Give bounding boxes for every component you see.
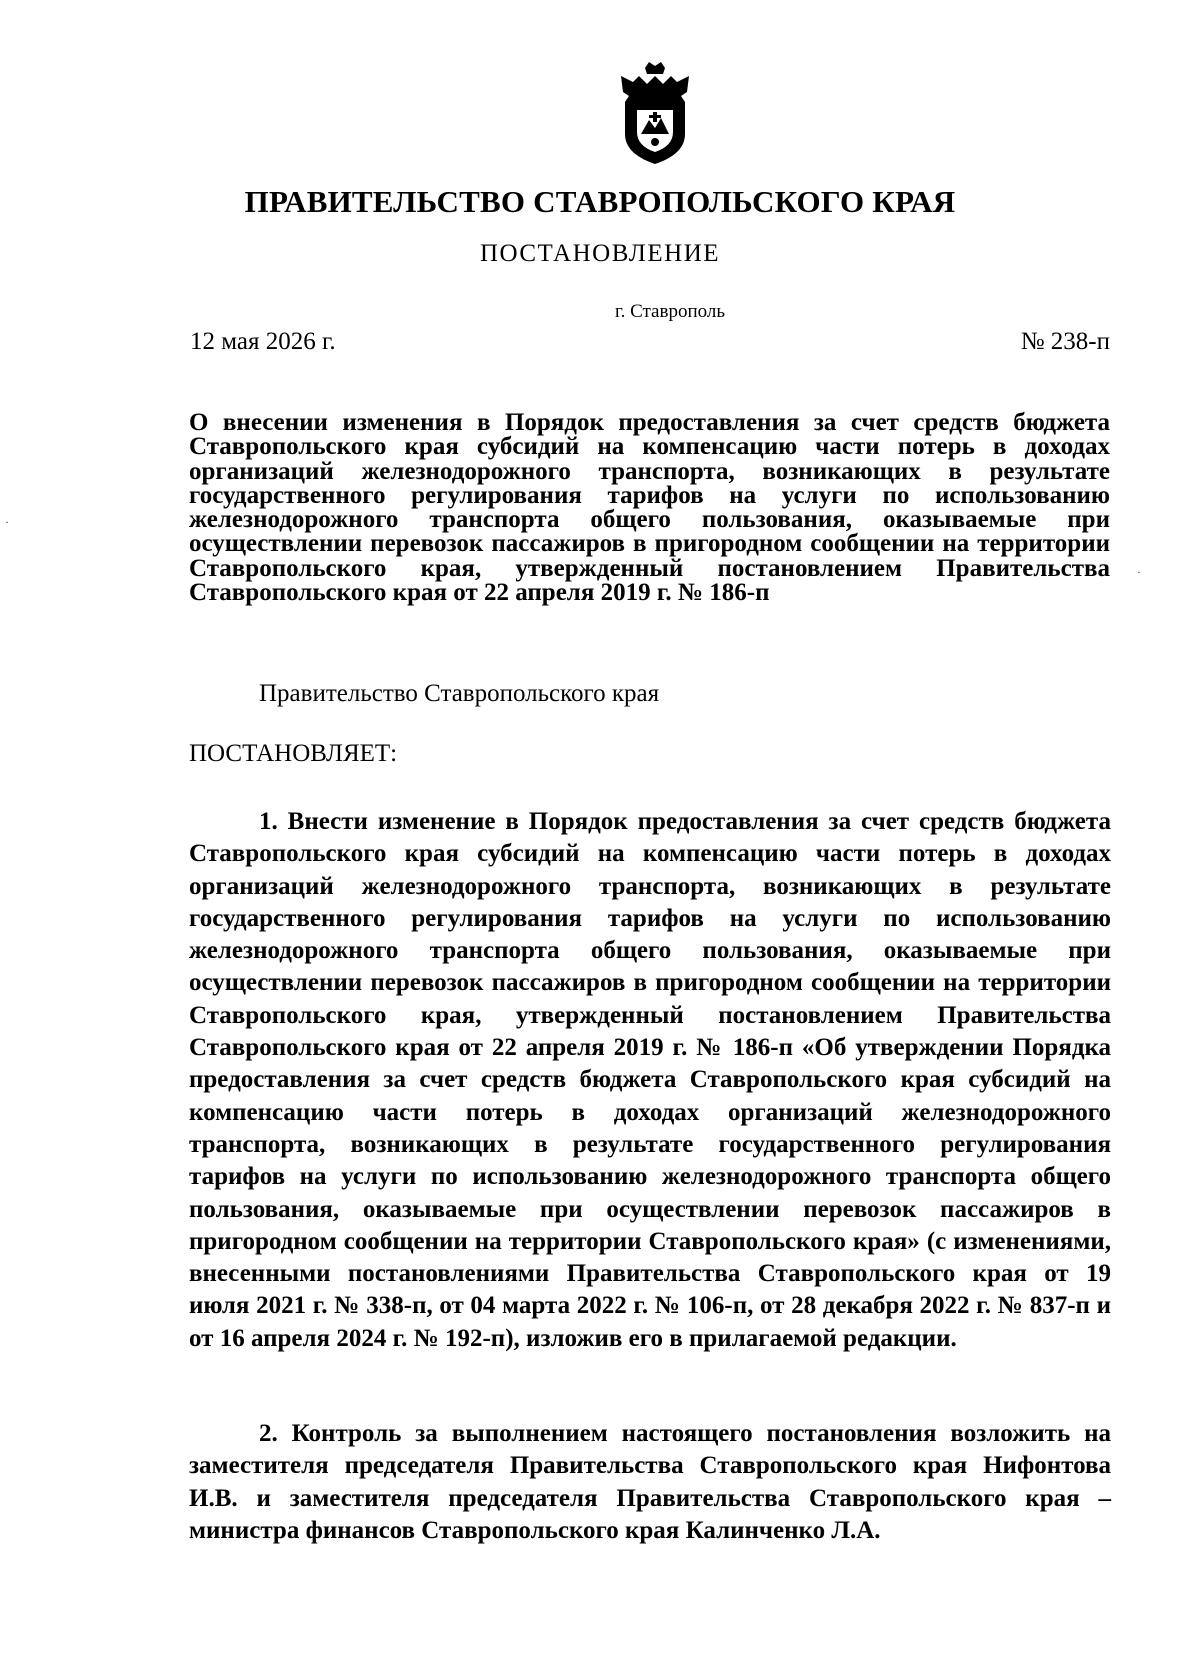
preamble: Правительство Ставропольского края	[259, 680, 660, 707]
resolves-heading: ПОСТАНОВЛЯЕТ:	[189, 740, 398, 767]
document-number: № 238-п	[1020, 328, 1110, 355]
paragraph-1: 1. Внести изменение в Порядок предоставления за счет средств бюджета Ставропольского края субсидий на компенсацию части потерь в доходах организаций железнодорожного транспорта, возникающих в результате государственного регулирования тарифов на услуги по использованию железнодорожного транспорта общего пользования, оказываемые при осуществлении перевозок пассажиров в пригородном сообщении на территории Ставропольского края, утвержденный постановлением Правительства Ставропольского края от 22 апреля 2019 г. № 186-п «Об утверждении Порядка предоставления за счет средств бюджета Ставропольского края субсидий на компенсацию части потерь в доходах организаций железнодорожного транспорта, возникающих в результате государственного регулирования тарифов на услуги по использованию железнодорожного транспорта общего пользования, оказываемые при осуществлении перевозок пассажиров в пригородном сообщении на территории Ставропольского края» (с изменениями, внесенными постановлениями Правительства Ставропольского края от 19 июля 2021 г. № 338-п, от 04 марта 2022 г. № 106-п, от 28 декабря 2022 г. № 837-п и от 16 апреля 2024 г. № 192-п), изложив его в прилагаемой редакции.	[189, 808, 1111, 1352]
document-type: ПОСТАНОВЛЕНИЕ	[479, 240, 721, 267]
paragraph-2: 2. Контроль за выполнением настоящего постановления возложить на заместителя председателя Правительства Ставропольского края Нифонтова И.В. и заместителя председателя Правительства Ставропольского края – министра финансов Ставропольского края Калинченко Л.А.	[189, 1420, 1111, 1544]
margin-mark-right: ·	[1137, 565, 1141, 579]
document-date: 12 мая 2026 г.	[190, 328, 336, 355]
city: г. Ставрополь	[614, 301, 726, 322]
coat-of-arms-icon	[615, 62, 695, 165]
government-title: ПРАВИТЕЛЬСТВО СТАВРОПОЛЬСКОГО КРАЯ	[244, 184, 956, 219]
document-subject: О внесении изменения в Порядок предоставления за счет средств бюджета Ставропольского края субсидий на компенсацию части потерь в доходах организаций железнодорожного транспорта, возникающих в результате государственного регулирования тарифов на услуги по использованию железнодорожного транспорта общего пользования, оказываемые при осуществлении перевозок пассажиров в пригородном сообщении на территории Ставропольского края, утвержденный постановлением Правительства Ставропольского края от 22 апреля 2019 г. № 186-п	[189, 409, 1110, 607]
margin-mark-left: ·	[5, 515, 9, 529]
